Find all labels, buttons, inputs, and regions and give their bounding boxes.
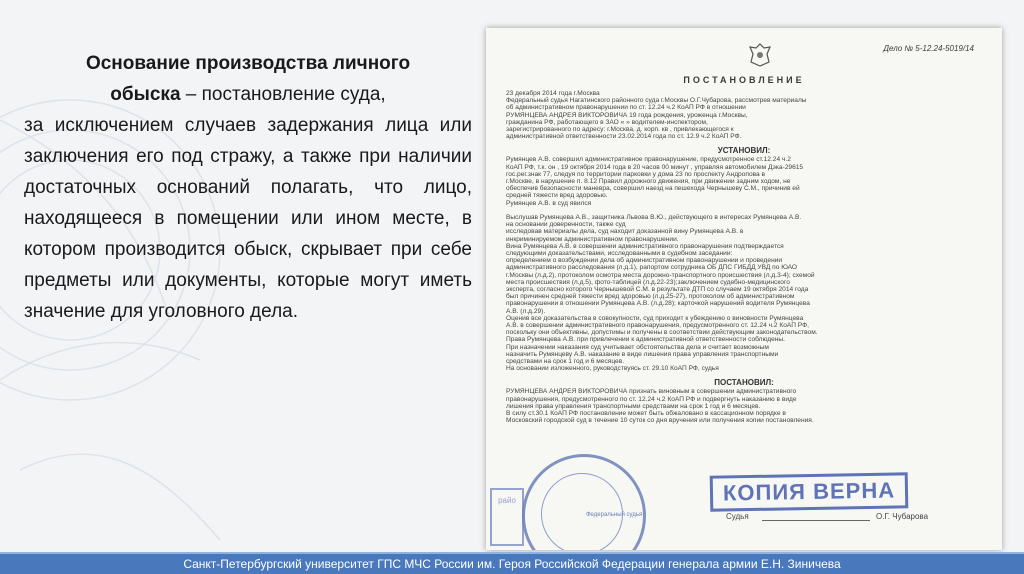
slide-text-block — [24, 48, 472, 327]
document-line: лишения права управления транспортными средствами на срок 1 год и 6 месяцев. — [506, 402, 761, 410]
document-line: определением о возбуждении дела об административном правонарушении и проведении — [506, 257, 783, 265]
document-line: зарегистрированного по адресу: г.Москва, д. корп. кв , привлекающегося к — [506, 126, 734, 133]
document-line: назначить Румянцеву А.В. наказание в виде лишения права управления транспортными — [506, 350, 779, 358]
seal-label: Федеральный судья — [586, 512, 643, 518]
document-line: эксперта, согласно которого Чернышевой С.М. в результате ДТП со случаем 19 октября 2014 года — [506, 286, 809, 293]
document-line: А.В. в совершении административного правонарушения, предусмотренного ст. 12.24 ч.2 КоАП РФ, — [506, 322, 809, 329]
signature-judge-label: Судья — [726, 512, 749, 521]
document-line: А.В. (л.д.29). — [506, 307, 546, 315]
document-line: Румянцев А.В. совершил административное правонарушение, предусмотренное ст.12.24 ч.2 — [506, 156, 791, 164]
footer-bar: Санкт-Петербургский университет ГПС МЧС России им. Героя Российской Федерации генерала армии Е.Н. Зиничева — [0, 554, 1024, 574]
document-line: Права Румянцева А.В. при привлечении к административной ответственности соблюдены. — [506, 336, 785, 344]
coat-of-arms-icon — [748, 42, 772, 68]
section-resolved: ПОСТАНОВИЛ: — [714, 378, 774, 388]
document-line: места происшествия (л.д.5), фото-таблицей (л.д.22-23);заключением судебно-медицинского — [506, 278, 790, 286]
document-line: г.Москвы (л.д.2), протоколом осмотра места дорожно-транспортного происшествия (л.д.3-4); схемой — [506, 271, 815, 279]
document-line: следующими доказательствами, исследованными в судебном заседании: — [506, 250, 733, 257]
document-line: гражданина РФ, работающего в ЗАО « » водителем-инспектором, — [506, 118, 708, 126]
document-line: На основании изложенного, руководствуясь ст. 29.10 КоАП РФ, судья — [506, 365, 719, 373]
document-line: обеспечив безопасности маневра, совершил наезд на пешехода Чернышеву С.М., причинив ей — [506, 185, 800, 193]
heading-rest: – постановление суда, — [180, 84, 386, 105]
document-line: При назначении наказания суд учитывает обстоятельства дела и считает возможным — [506, 343, 769, 351]
slide-heading — [24, 48, 472, 110]
document-line: исследовав материалы дела, суд находит доказанной вину Румянцева А.В. в — [506, 228, 744, 236]
document-line: средней тяжести вред здоровью. — [506, 192, 608, 200]
document-line: средствами на срок 1 год и 6 месяцев. — [506, 358, 625, 365]
document-line: административной ответственности 23.02.2014 года по ст. 12.9 ч.2 КоАП РФ. — [506, 133, 742, 141]
document-line: РУМЯНЦЕВА АНДРЕЯ ВИКТОРОВИЧА 19 года рождения, уроженца г.Москвы, — [506, 111, 748, 119]
document-line: Румянцев А.В. в суд явился — [506, 199, 592, 207]
document-line: поскольку они объективны, допустимы и получены в соответствии действующим законодательством. — [506, 329, 818, 337]
document-line: КоАП РФ, т.к. он , 19 октября 2014 года в 20 часов 00 минут , управляя автомобилем Дэка-29615 — [506, 163, 804, 171]
document-line: 23 декабря 2014 года г.Москва — [506, 90, 600, 97]
document-title: ПОСТАНОВЛЕНИЕ — [683, 75, 805, 85]
document-line: правонарушении в отношении Румянцева А.В. (л.д.28); карточкой нарушений водителя Румянцева — [506, 300, 810, 308]
section-established: УСТАНОВИЛ: — [717, 146, 771, 156]
document-line: В силу ст.30.1 КоАП РФ постановление может быть обжаловано в кассационном порядке в — [506, 410, 786, 417]
document-line: гос.рег.знак 77, следуя по территории парковки у дома 23 по проспекту Андропова в — [506, 170, 766, 178]
round-seal-stamp — [522, 454, 646, 550]
document-line: Вина Румянцева А.В. в совершении административного правонарушения подтверждается — [506, 242, 784, 250]
slide-paragraph: за исключением случаев задержания лица или заключения его под стражу, а также при наличии достаточных оснований полагать, что лицо, находящееся в помещении или ином месте, в котором производится обыск, скрывает при себе предметы или документы, которые могут иметь значение для уголовного дела. — [24, 115, 472, 322]
document-line: административного расследования (л.д.1), рапортом сотрудника ОБ ДПС ГИБДД УВД по ЮАО — [506, 264, 798, 272]
document-line: РУМЯНЦЕВА АНДРЕЯ ВИКТОРОВИЧА признать виновным в совершении административного — [506, 388, 797, 396]
document-line: об административном правонарушении по ст. 12.24 ч.2 КоАП РФ в отношении — [506, 104, 746, 112]
court-document-image — [486, 28, 1002, 550]
document-line: правонарушения, предусмотренного по ст. 12.24 ч.2 КоАП РФ и подвергнуть наказанию в виде — [506, 395, 797, 403]
document-line: был причинен средней тяжести вред здоровью (л.д.25-27), протоколом об административном — [506, 293, 795, 301]
partial-stamp: райо — [490, 488, 524, 546]
document-line: Выслушав Румянцева А.В., защитника Львова В.Ю., действующего в интересах Румянцева А.В. — [506, 214, 802, 221]
document-line: Федеральный судья Нагатинского районного суда г.Москвы О.Г.Чубарова, рассмотрев материалы — [506, 97, 807, 105]
document-line: на основании доверенности, также суд — [506, 221, 626, 229]
document-line: Оценив все доказательства в совокупности, суд приходит к убеждению о виновности Румянцева — [506, 314, 804, 322]
document-line: Московский городской суд в течение 10 суток со дня вручения или получения копии постановления. — [506, 417, 814, 425]
document-line: инкриминируемом административном правонарушении. — [506, 235, 679, 243]
copy-certified-stamp: КОПИЯ ВЕРНА — [710, 472, 909, 511]
case-number: Дело № 5-12.24-5019/14 — [883, 44, 974, 53]
heading-bold-term: обыска — [110, 84, 181, 105]
signature-line — [762, 520, 870, 521]
document-line: г.Москве, в нарушение п. 8.12 Правил дорожного движения, при движении задним ходом, не — [506, 178, 791, 185]
heading-bold-line-1: Основание производства личного — [85, 53, 411, 74]
signature-name: О.Г. Чубарова — [876, 512, 929, 521]
